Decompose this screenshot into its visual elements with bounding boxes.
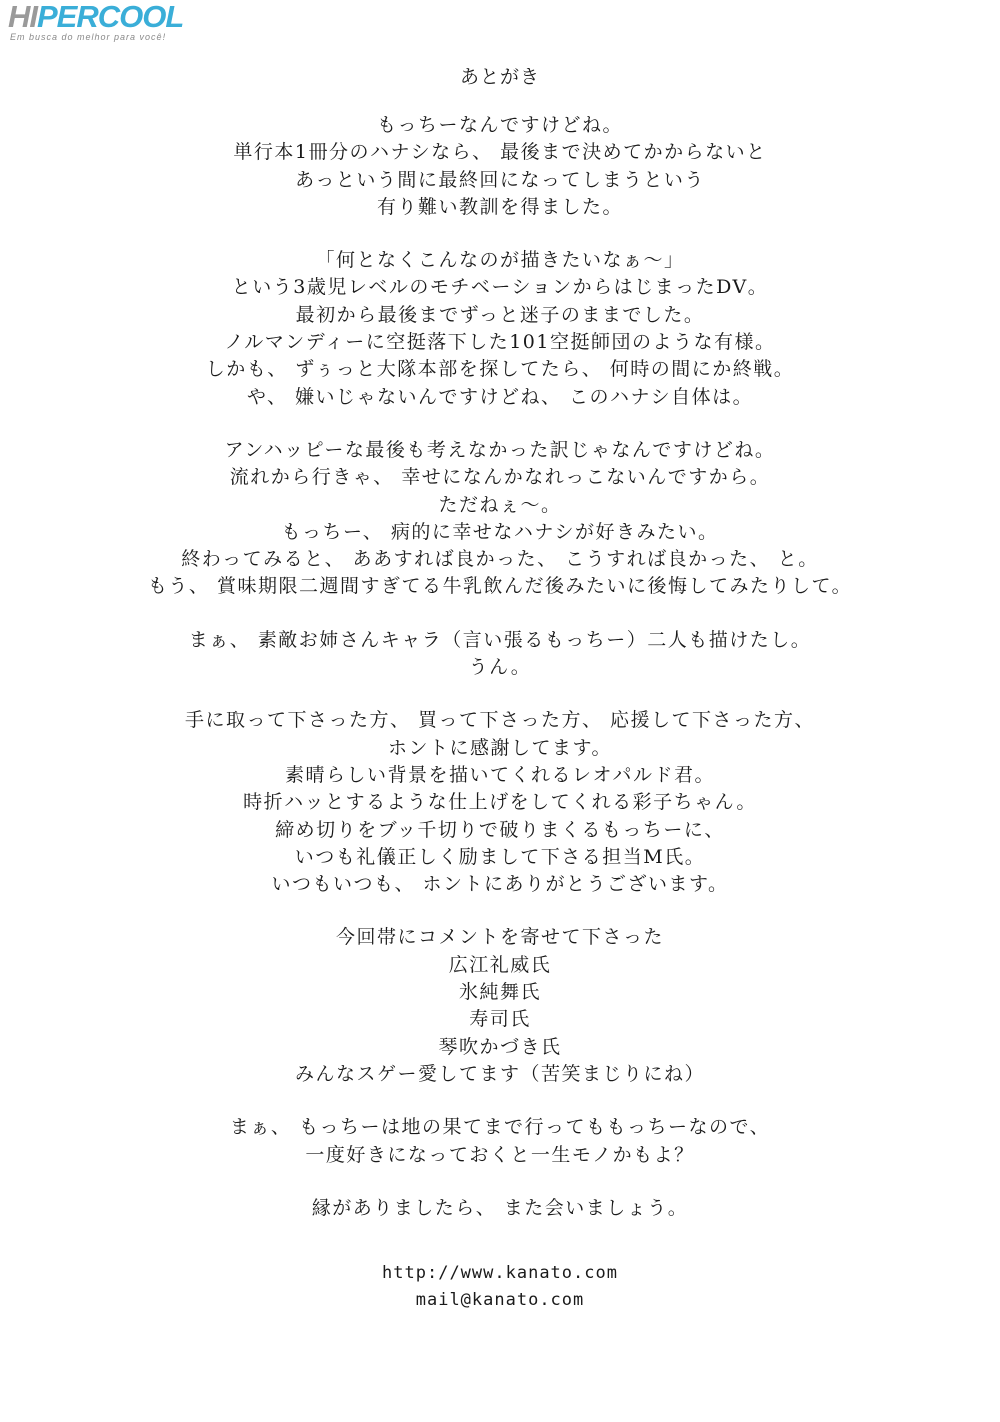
text-line: 時折ハッとするような仕上げをしてくれる彩子ちゃん。 <box>243 791 757 814</box>
text-line: 一度好きになっておくと一生モノかもよ？ <box>305 1143 695 1166</box>
text-line: 終わってみると、 ああすれば良かった、 こうすれば良かった、 と。 <box>181 548 819 571</box>
text-line: 有り難い教訓を得ました。 <box>376 195 623 218</box>
text-line: しかも、 ずぅっと大隊本部を探してたら、 何時の間にか終戦。 <box>205 358 795 381</box>
text-line: 琴吹かづき氏 <box>438 1035 562 1058</box>
text-line: もう、 賞味期限二週間すぎてる牛乳飲んだ後みたいに後悔してみたりして。 <box>147 575 853 598</box>
afterword-text <box>0 62 1000 1314</box>
text-line: あっという間に最終回になってしまうという <box>295 168 705 191</box>
logo-wordmark <box>8 2 183 32</box>
text-line: ノルマンディーに空挺落下した101空挺師団のような有様。 <box>224 331 776 354</box>
text-line: 今回帯にコメントを寄せて下さった <box>335 926 664 949</box>
text-line: 手に取って下さった方、 買って下さった方、 応援して下さった方、 <box>184 709 816 732</box>
paragraph-4 <box>0 627 1000 682</box>
paragraph-5 <box>0 707 1000 898</box>
paragraph-7 <box>0 1114 1000 1169</box>
text-line: ただねぇ～。 <box>438 493 562 516</box>
text-line: もっちー、 病的に幸せなハナシが好きみたい。 <box>281 520 719 543</box>
text-line: 最初から最後までずっと迷子のままでした。 <box>295 303 705 326</box>
paragraph-2 <box>0 247 1000 411</box>
paragraph-6 <box>0 924 1000 1088</box>
text-line: 素晴らしい背景を描いてくれるレオパルド君。 <box>284 763 716 786</box>
text-line: 「何となくこんなのが描きたいなぁ～」 <box>315 249 685 272</box>
logo-tagline: Em busca do melhor para você! <box>10 32 167 42</box>
page-title: あとがき <box>459 66 540 88</box>
website-url: http://www.kanato.com <box>382 1263 618 1284</box>
text-line: ホントに感謝してます。 <box>388 736 612 759</box>
text-line: 流れから行きゃ、 幸せになんかなれっこないんですから。 <box>229 466 771 489</box>
paragraph-8 <box>0 1195 1000 1222</box>
text-line: アンハッピーな最後も考えなかった訳じゃなんですけどね。 <box>224 438 776 461</box>
text-line: うん。 <box>468 656 532 679</box>
contact-links <box>0 1260 1000 1314</box>
text-line: 広江礼威氏 <box>448 953 552 976</box>
text-line: まぁ、 素敵お姉さんキャラ（言い張るもっちー）二人も描けたし。 <box>188 628 812 651</box>
text-line: 単行本1冊分のハナシなら、 最後まで決めてかからないと <box>233 141 767 164</box>
text-line: いつもいつも、 ホントにありがとうございます。 <box>271 873 729 896</box>
text-line: いつも礼儀正しく励まして下さる担当M氏。 <box>294 845 706 868</box>
logo-part-percool: PERCOOL <box>37 0 184 34</box>
text-line: 縁がありましたら、 また会いましょう。 <box>311 1196 689 1219</box>
text-line: 締め切りをブッ千切りで破りまくるもっちーに、 <box>275 818 725 841</box>
paragraph-3 <box>0 437 1000 601</box>
text-line: や、 嫌いじゃないんですけどね、 このハナシ自体は。 <box>246 385 754 408</box>
hipercool-logo <box>8 2 208 46</box>
text-line: まぁ、 もっちーは地の果てまで行ってももっちーなので、 <box>229 1116 771 1139</box>
email-address: mail@kanato.com <box>415 1290 585 1311</box>
text-line: みんなスゲー愛してます（苦笑まじりにね） <box>294 1062 705 1085</box>
text-line: 氷純舞氏 <box>458 981 541 1004</box>
text-line: 寿司氏 <box>469 1008 531 1031</box>
text-line: という3歳児レベルのモチベーションからはじまったDV。 <box>231 276 769 299</box>
logo-part-hi: HI <box>8 0 37 34</box>
paragraph-1 <box>0 112 1000 221</box>
text-line: もっちーなんですけどね。 <box>376 114 623 136</box>
